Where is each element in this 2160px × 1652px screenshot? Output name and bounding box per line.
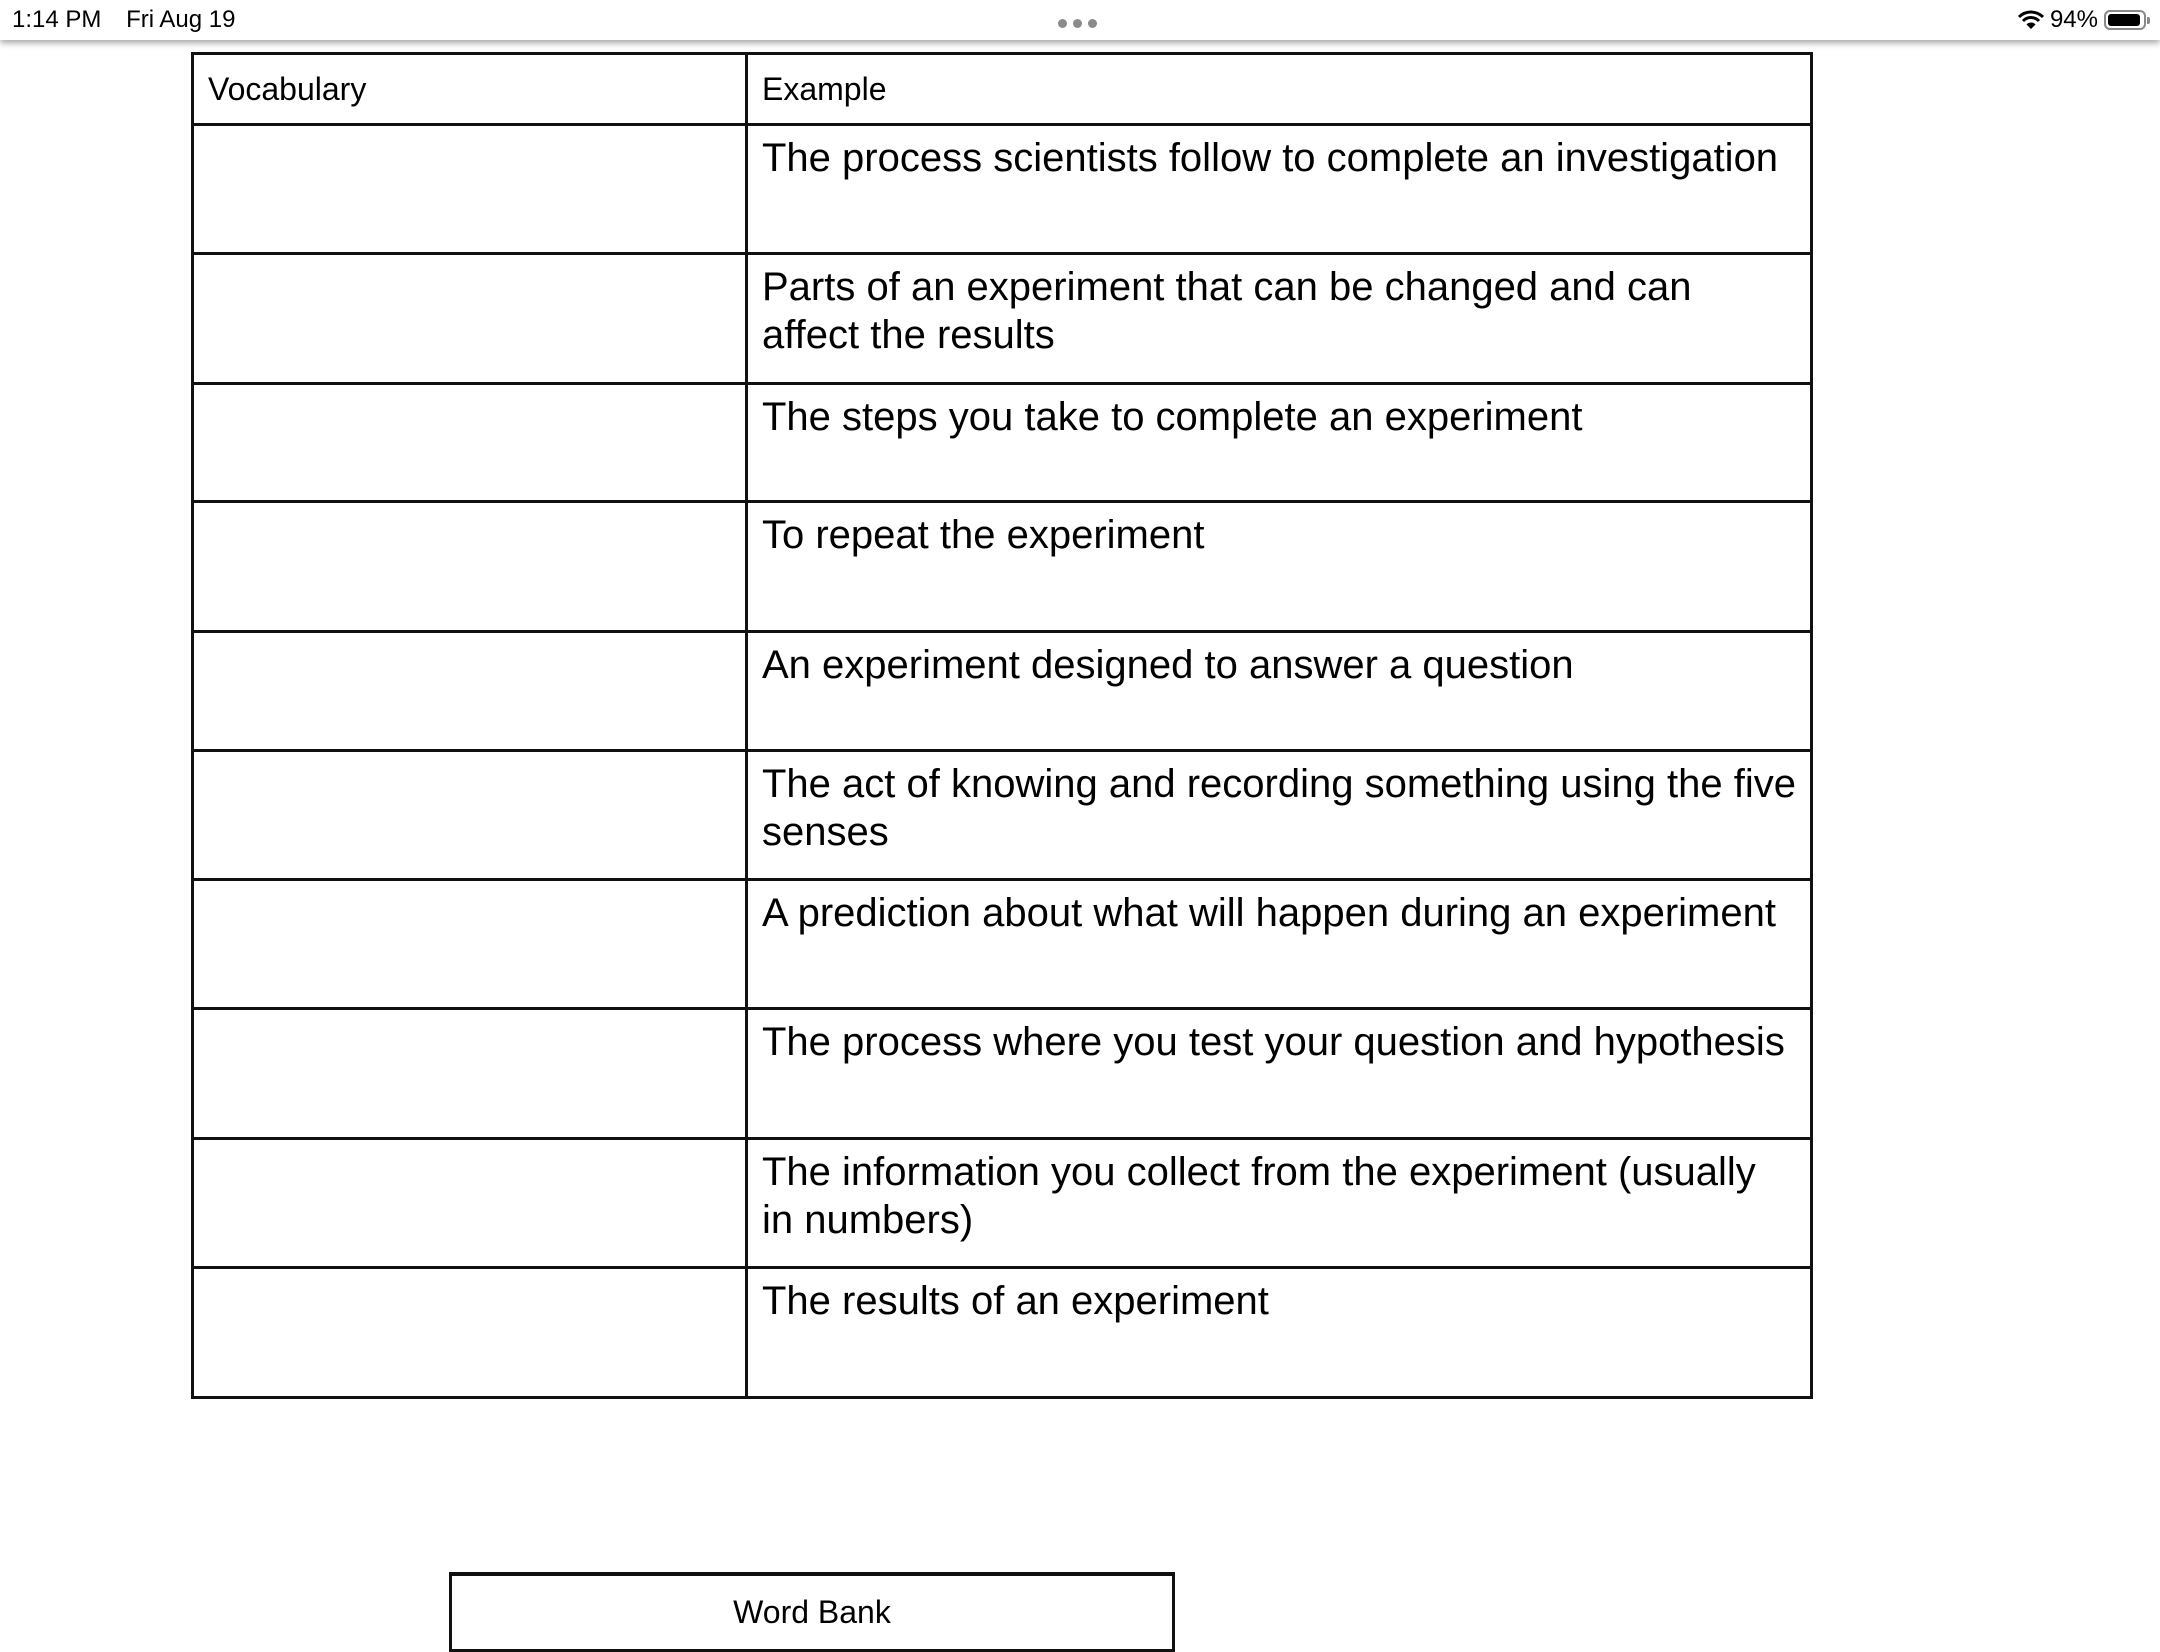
vocabulary-table	[191, 52, 1813, 1399]
example-cell: The results of an experiment	[747, 1268, 1812, 1398]
battery-percent: 94%	[2049, 6, 2098, 33]
battery-icon	[2104, 10, 2146, 30]
header-vocabulary: Vocabulary	[193, 54, 747, 125]
vocabulary-cell[interactable]	[193, 1268, 747, 1398]
vocabulary-cell[interactable]	[193, 125, 747, 254]
table-row	[193, 632, 1812, 751]
header-example: Example	[747, 54, 1812, 125]
example-cell: The steps you take to complete an experiment	[747, 384, 1812, 502]
table-row	[193, 1139, 1812, 1268]
example-cell: Parts of an experiment that can be changed and can affect the results	[747, 254, 1812, 384]
status-date: Fri Aug 19	[126, 6, 236, 33]
word-bank	[449, 1572, 1175, 1652]
table-row	[193, 1268, 1812, 1398]
vocabulary-cell[interactable]	[193, 384, 747, 502]
table-row	[193, 880, 1812, 1009]
vocabulary-cell[interactable]	[193, 254, 747, 384]
more-dots-icon[interactable]	[1058, 19, 1097, 28]
table-row	[193, 384, 1812, 502]
example-cell: A prediction about what will happen during an experiment	[747, 880, 1812, 1009]
status-bar	[0, 0, 2160, 40]
word-bank-title: Word Bank	[733, 1594, 891, 1630]
example-cell: The process where you test your question and hypothesis	[747, 1009, 1812, 1139]
example-cell: To repeat the experiment	[747, 502, 1812, 632]
vocabulary-cell[interactable]	[193, 1139, 747, 1268]
example-cell: The act of knowing and recording something using the five senses	[747, 751, 1812, 880]
vocabulary-cell[interactable]	[193, 1009, 747, 1139]
wifi-icon	[2018, 10, 2044, 30]
table-row	[193, 125, 1812, 254]
table-row	[193, 1009, 1812, 1139]
table-row	[193, 751, 1812, 880]
table-row	[193, 502, 1812, 632]
example-cell: The process scientists follow to complete an investigation	[747, 125, 1812, 254]
status-time: 1:14 PM	[12, 6, 102, 33]
vocabulary-cell[interactable]	[193, 880, 747, 1009]
vocabulary-cell[interactable]	[193, 502, 747, 632]
vocabulary-cell[interactable]	[193, 751, 747, 880]
table-row	[193, 254, 1812, 384]
example-cell: An experiment designed to answer a question	[747, 632, 1812, 751]
table-header-row	[193, 54, 1812, 125]
vocabulary-cell[interactable]	[193, 632, 747, 751]
example-cell: The information you collect from the experiment (usually in numbers)	[747, 1139, 1812, 1268]
